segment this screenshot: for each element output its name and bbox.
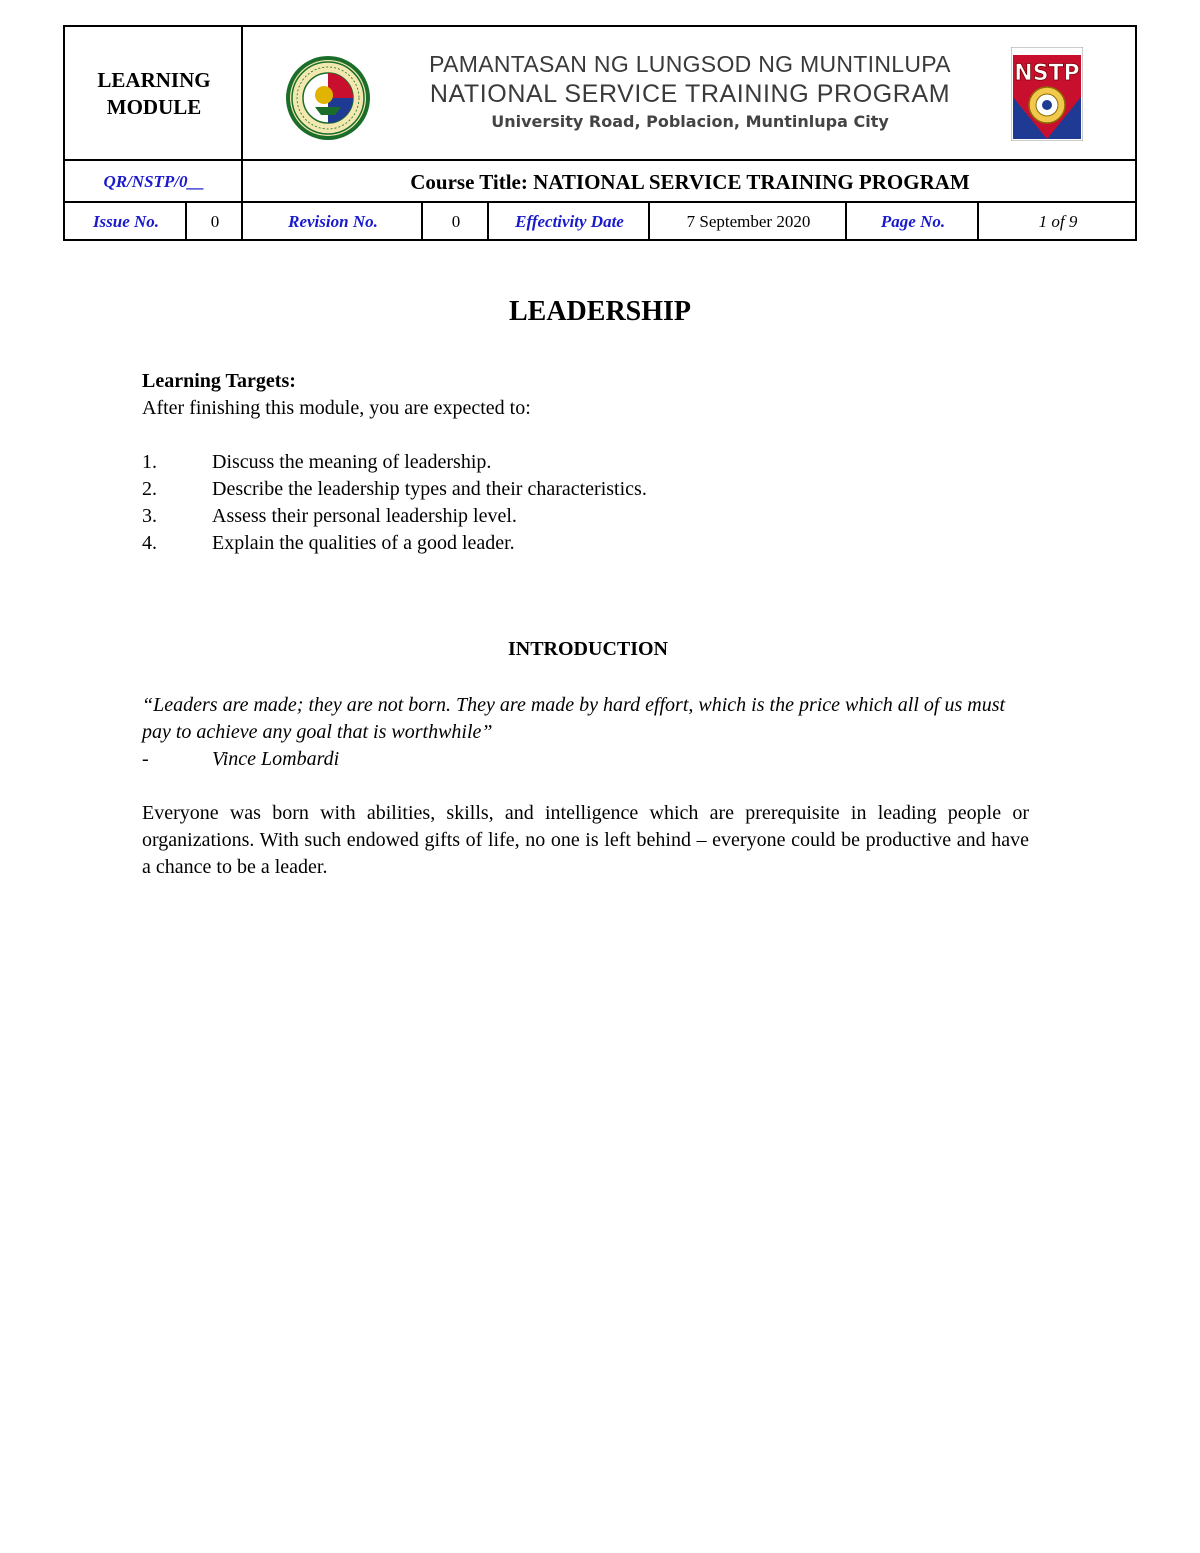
list-item-text: Explain the qualities of a good leader.	[212, 532, 515, 554]
university-name: PAMANTASAN NG LUNGSOD NG MUNTINLUPA	[429, 51, 951, 77]
issue-value: 0	[210, 212, 220, 231]
organization-block	[395, 37, 985, 147]
leadership-quote: “Leaders are made; they are not born. They are made by hard effort, which is the price which all of us must pay to achieve any goal that is worthwhile”	[142, 694, 1006, 743]
learning-module-line1: LEARNING	[97, 68, 211, 92]
document-title: LEADERSHIP	[508, 296, 692, 327]
list-item-number: 4.	[142, 532, 157, 554]
course-title: Course Title: NATIONAL SERVICE TRAINING PROGRAM	[410, 169, 970, 194]
quote-author: Vince Lombardi	[212, 748, 340, 770]
university-seal-logo	[285, 55, 371, 141]
list-item-text: Describe the leadership types and their characteristics.	[212, 478, 647, 500]
learning-targets-heading: Learning Targets:	[142, 370, 296, 392]
learning-module-label	[65, 27, 243, 161]
learning-targets-intro: After finishing this module, you are expected to:	[142, 397, 531, 419]
list-item-text: Assess their personal leadership level.	[212, 505, 517, 527]
page-label: Page No.	[880, 212, 946, 231]
document-header-table	[63, 25, 1137, 241]
effectivity-value: 7 September 2020	[686, 212, 811, 231]
issue-label: Issue No.	[92, 212, 160, 231]
effectivity-label: Effectivity Date	[515, 212, 624, 231]
introduction-heading: INTRODUCTION	[507, 638, 669, 660]
nstp-logo-text: NSTP	[1014, 61, 1080, 86]
list-item-number: 2.	[142, 478, 157, 500]
list-item-number: 3.	[142, 505, 157, 527]
revision-label: Revision No.	[288, 212, 378, 231]
program-name: NATIONAL SERVICE TRAINING PROGRAM	[429, 80, 951, 108]
university-address: University Road, Poblacion, Muntinlupa City	[491, 112, 889, 131]
list-item-text: Discuss the meaning of leadership.	[212, 451, 492, 473]
revision-value: 0	[451, 212, 461, 231]
introduction-paragraph: Everyone was born with abilities, skills, and intelligence which are prerequisite in leading people or organizations. With such endowed gifts of life, no one is left behind – everyone could be productive and have a chance to be a leader.	[142, 802, 1029, 878]
quote-dash: -	[142, 748, 149, 770]
list-item-number: 1.	[142, 451, 157, 473]
learning-module-line2: MODULE	[106, 95, 202, 119]
page-value: 1 of 9	[1038, 212, 1078, 231]
qr-code-label: QR/NSTP/0__	[103, 172, 205, 191]
nstp-logo	[1011, 47, 1083, 141]
